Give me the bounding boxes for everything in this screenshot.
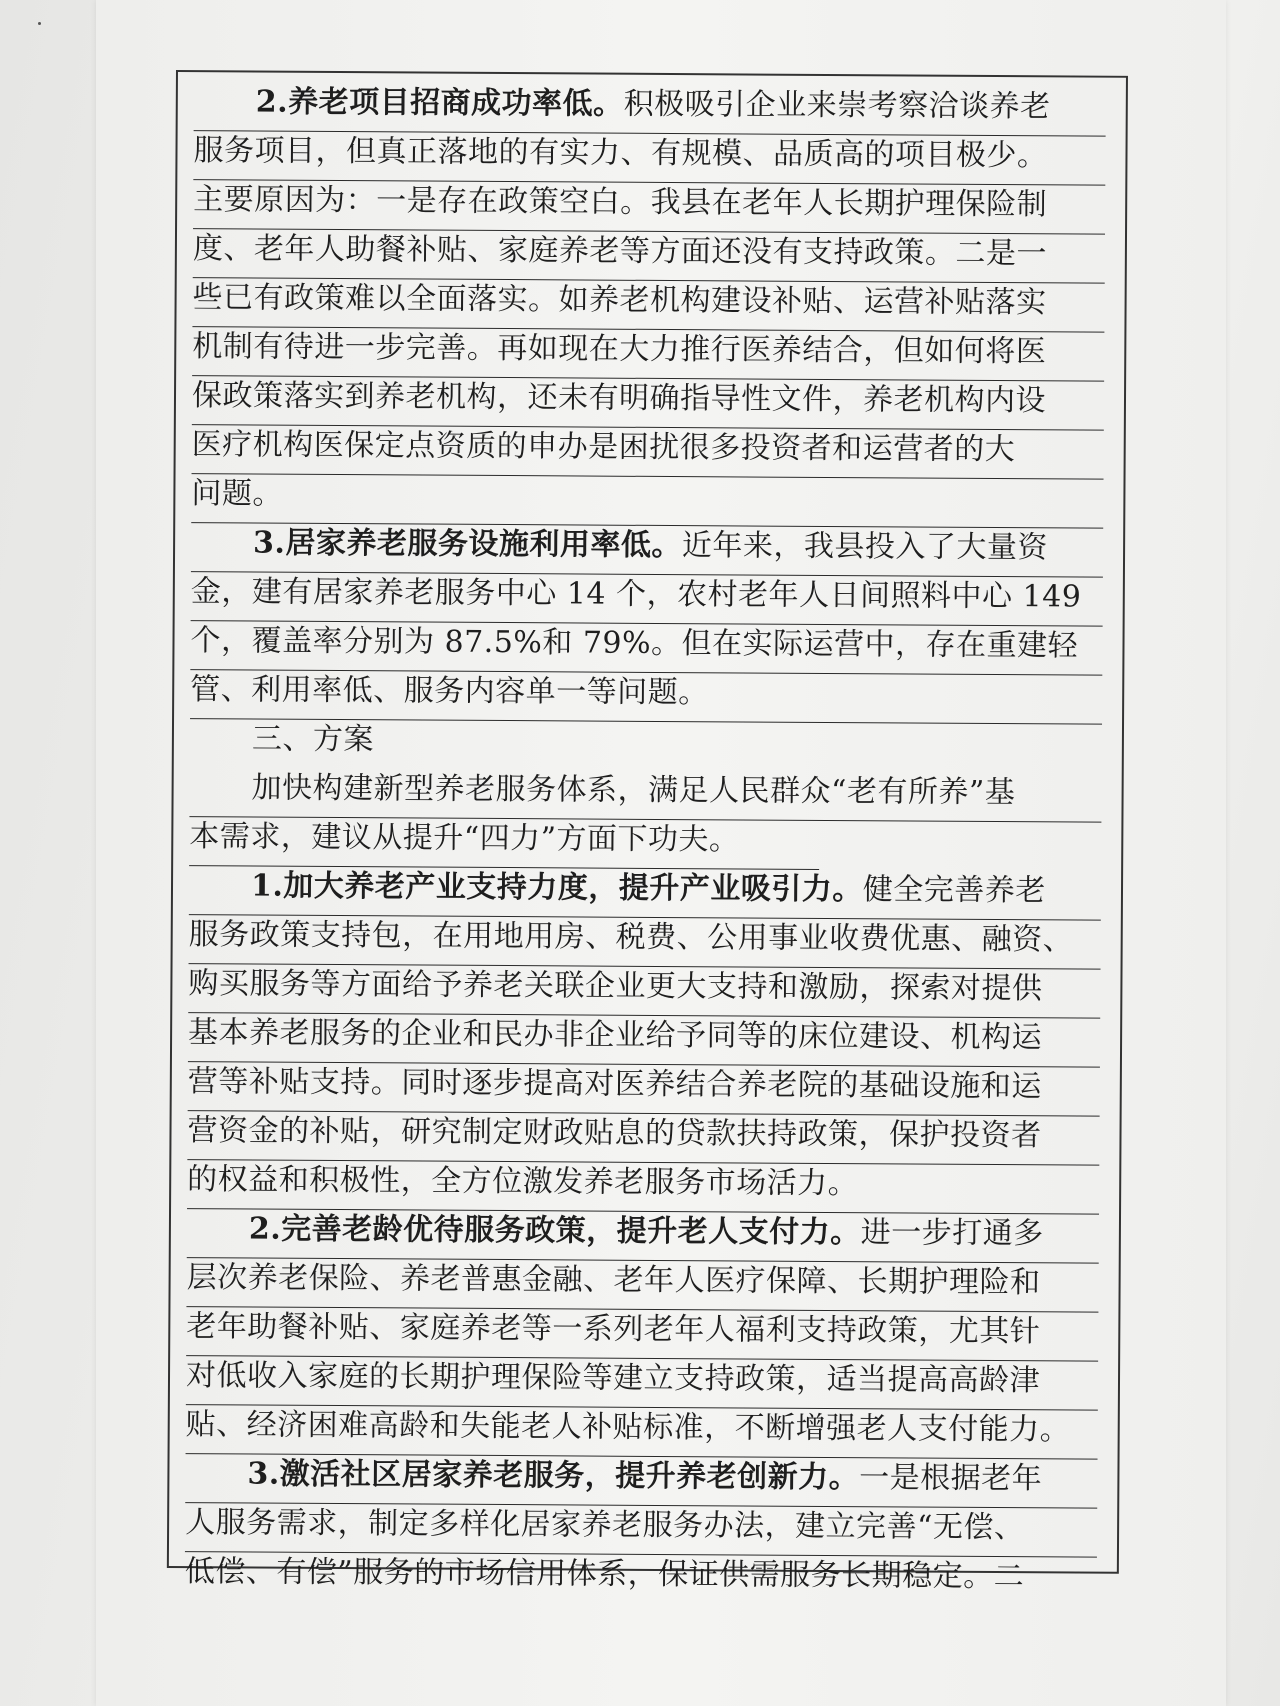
line-text: 近年来，我县投入了大量资 <box>681 528 1049 566</box>
section-heading: 2.完善老龄优待服务政策，提升老人支付力。 <box>248 1211 861 1251</box>
paragraph-line <box>185 1454 1097 1509</box>
section-title <box>190 719 1102 774</box>
line-text: 一是根据老年 <box>859 1460 1043 1497</box>
line-text: 保政策落实到养老机构，还未有明确指导性文件，养老机构内设 <box>191 378 1047 419</box>
paragraph-line <box>185 1552 1097 1607</box>
paragraph-line <box>189 915 1101 970</box>
paragraph-line <box>193 180 1105 235</box>
paragraph-line <box>188 964 1100 1019</box>
line-text: 积极吸引企业来崇考察洽谈养老 <box>623 86 1051 125</box>
line-text: 人服务需求，制定多样化居家养老服务办法，建立完善“无偿、 <box>185 1505 1025 1546</box>
line-text: 问题。 <box>191 476 284 512</box>
paragraph-line <box>186 1258 1098 1313</box>
line-text: 个，覆盖率分别为 87.5%和 79%。但在实际运营中，存在重建轻 <box>190 623 1079 664</box>
line-text: 医疗机构医保定点资质的申办是困扰很多投资者和运营者的大 <box>191 427 1016 468</box>
line-text: 低偿、有偿”服务的市场信用体系，保证供需服务长期稳定。二 <box>184 1554 1025 1595</box>
line-text: 对低收入家庭的长期护理保险等建立支持政策，适当提高高龄津 <box>185 1358 1041 1399</box>
line-text: 层次养老保险、养老普惠金融、老年人医疗保障、长期护理险和 <box>186 1260 1041 1301</box>
paragraph-line <box>188 1013 1100 1068</box>
line-text: 加快构建新型养老服务体系，满足人民群众“老有所养”基 <box>251 770 1016 811</box>
paragraph-line <box>189 768 1101 823</box>
dust-speck <box>38 22 41 25</box>
line-text: 老年助餐补贴、家庭养老等一系列老年人福利支持政策，尤其针 <box>186 1309 1041 1350</box>
paragraph-line <box>191 572 1103 627</box>
line-text: 三、方案 <box>251 721 375 758</box>
paragraph-line <box>186 1405 1098 1460</box>
paragraph-line <box>186 1307 1098 1362</box>
line-text: 金，建有居家养老服务中心 14 个，农村老年人日间照料中心 149 <box>190 574 1082 615</box>
paragraph-line <box>194 82 1106 137</box>
paragraph-line <box>192 327 1104 382</box>
line-text: 些已有政策难以全面落实。如养老机构建设补贴、运营补贴落实 <box>192 280 1047 321</box>
line-text: 服务政策支持包，在用地用房、税费、公用事业收费优惠、融资、 <box>188 917 1074 958</box>
document-body <box>185 82 1106 1607</box>
paragraph-line <box>191 523 1103 578</box>
line-text: 主要原因为：一是存在政策空白。我县在老年人长期护理保险制 <box>193 182 1048 223</box>
paragraph-line <box>193 131 1105 186</box>
section-heading: 1.加大养老产业支持力度，提升产业吸引力。 <box>250 868 863 908</box>
document-frame <box>167 70 1128 1595</box>
line-text: 营资金的补贴，研究制定财政贴息的贷款扶持政策，保护投资者 <box>187 1113 1042 1154</box>
paragraph-line <box>186 1356 1098 1411</box>
section-heading: 3.居家养老服务设施利用率低。 <box>253 525 683 564</box>
paragraph-line <box>190 670 1102 725</box>
paragraph-line <box>191 474 1103 529</box>
line-text: 购买服务等方面给予养老关联企业更大支持和激励，探索对提供 <box>188 966 1043 1007</box>
paragraph-line <box>190 621 1102 676</box>
section-heading: 3.激活社区居家养老服务，提升养老创新力。 <box>247 1456 860 1496</box>
line-text: 健全完善养老 <box>862 872 1046 909</box>
paragraph-line <box>189 866 1101 921</box>
line-text: 服务项目，但真正落地的有实力、有规模、品质高的项目极少。 <box>193 133 1048 174</box>
section-heading: 2.养老项目招商成功率低。 <box>255 84 624 122</box>
line-text: 贴、经济困难高龄和失能老人补贴标准，不断增强老人支付能力。 <box>185 1407 1071 1448</box>
paragraph-line <box>192 278 1104 333</box>
paragraph-line <box>193 229 1105 284</box>
line-text: 基本养老服务的企业和民办非企业给予同等的床位建设、机构运 <box>188 1015 1043 1056</box>
paragraph-line <box>187 1160 1099 1215</box>
line-text: 机制有待进一步完善。再如现在大力推行医养结合，但如何将医 <box>192 329 1047 370</box>
paragraph-line <box>189 817 819 870</box>
line-text: 度、老年人助餐补贴、家庭养老等方面还没有支持政策。二是一 <box>192 231 1048 272</box>
paragraph-line <box>187 1209 1099 1264</box>
paragraph-line <box>185 1503 1097 1558</box>
paragraph-line <box>192 376 1104 431</box>
line-text: 营等补贴支持。同时逐步提高对医养结合养老院的基础设施和运 <box>187 1064 1042 1105</box>
paragraph-line <box>188 1062 1100 1117</box>
line-text: 的权益和积极性，全方位激发养老服务市场活力。 <box>187 1162 859 1202</box>
line-text: 本需求，建议从提升“四力”方面下功夫。 <box>189 819 740 858</box>
paragraph-line <box>187 1111 1099 1166</box>
line-text: 进一步打通多 <box>860 1215 1044 1252</box>
line-text: 管、利用率低、服务内容单一等问题。 <box>190 672 709 711</box>
paragraph-line <box>192 425 1104 480</box>
